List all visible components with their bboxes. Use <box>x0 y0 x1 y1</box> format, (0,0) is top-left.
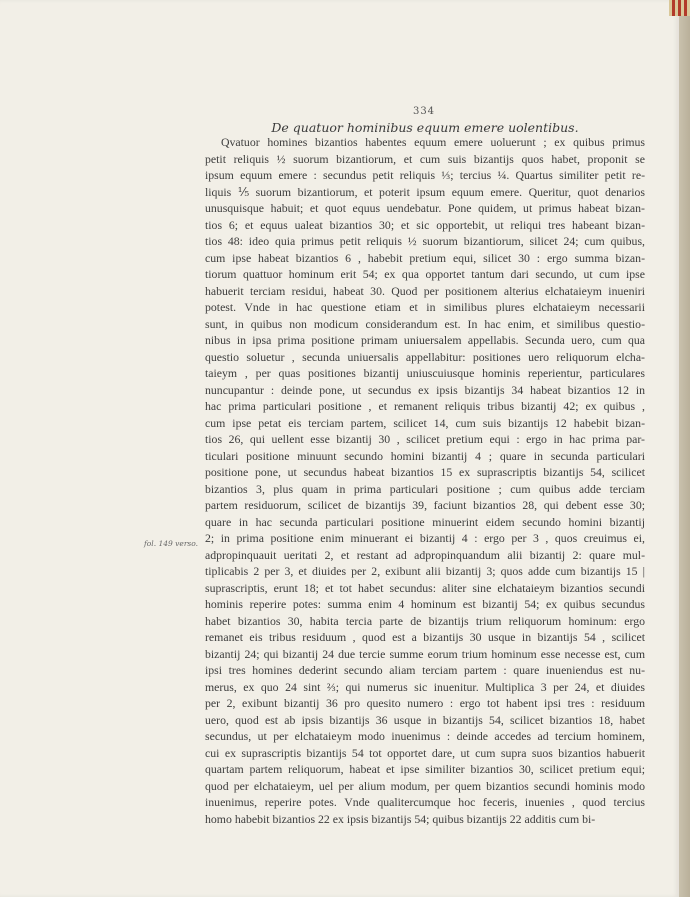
page-edge <box>679 0 690 897</box>
text-line: 2; in prima positione enim minuerant ei bizantij 4 : ergo per 3 , quos creuimus ei, <box>205 531 645 545</box>
text-line: nibus in ipsa prima positione primam uniuersalem appellabis. Secunda uero, cum qua <box>205 333 645 347</box>
text-line: merus, ex quo 24 sint ⅔; qui numerus sic inuenitur. Multiplica 3 per 24, et diuides <box>205 679 645 694</box>
margin-note: fol. 149 verso. <box>144 539 199 548</box>
text-line: ipsi tres homines dederint secundo aliam terciam partem : quare inueniendus est nu- <box>205 663 645 677</box>
text-line: petit reliquis ½ suorum bizantiorum, et cum suis bizantijs quos habet, proponit se <box>205 151 645 166</box>
body-text <box>205 134 645 827</box>
text-line: cum ipse habeat bizantios 6 , habebit pretium equi, silicet 30 : ergo summa bizan- <box>205 250 645 265</box>
page-number: 334 <box>412 106 436 117</box>
text-line: hac prima particulari positione , et remanent reliquis tribus bizantij 42; ex quibus , <box>205 399 645 413</box>
text-line: bizantij 24; qui bizantij 24 due tercie summe eorum trium hominum esse necesse est, cum <box>205 646 645 661</box>
text-line: taieym , per quas positiones bizantij uniuscuiusque hominis reperientur, particulares <box>205 366 645 380</box>
text-line: adpropinquauit ueritati 2, et restant ad adpropinquandum alii bizantij 2: quare mul- <box>205 547 645 562</box>
text-line: habuerit terciam residui, habeat 30. Quod per positionem alterius elchataieym inueniri <box>205 283 645 298</box>
section-heading: De quatuor hominibus equum emere uolentibus. <box>271 120 579 135</box>
text-line: unusquisque habuit; et quot equus uendebatur. Pone quidem, ut primus habeat bizan- <box>205 201 645 215</box>
text-line: partem residuorum, scilicet de bizantijs 39, faciunt bizantios 28, qui debent esse 30; <box>205 498 645 512</box>
text-line: secundus, ut per elchataieym modo inuenimus : deinde accedes ad tercium hominem, <box>205 729 645 743</box>
text-line: potest. Vnde in hac questione etiam et in similibus plures elchataieym necessarii <box>205 300 645 314</box>
text-line: ticulari positione minuunt secundo homini bizantij 4 ; quare in secunda particulari <box>205 448 645 463</box>
text-line: suprascriptis, erunt 18; et tot habet secundus: aliter sine elchataieym bizantios secundi <box>205 580 645 595</box>
text-line: quare in hac secunda particulari positione minuerint eidem secundo homini bizantij <box>205 514 645 529</box>
text-line: uero, quod est ab ipsis bizantijs 36 usque in bizantijs 54, scilicet bizantios 18, habet <box>205 712 645 727</box>
text-line: tiorum quattuor hominum erit 54; ex qua opportet tantum dari secundo, ut cum ipse <box>205 267 645 281</box>
text-line: inuenimus, reperire potes. Vnde qualitercumque hoc feceris, inuenies , quod tercius <box>205 795 645 809</box>
text-line: quod per elchataieym, uel per alium modum, per quem bizantios secundi hominis modo <box>205 778 645 793</box>
text-line: hominis reperire potes: summa enim 4 hominum est bizantij 54; ex quibus secundus <box>205 597 645 611</box>
text-line: cum ipse petat eis terciam partem, scilicet 14, cum suis bizantijs 12 habebit bizan- <box>205 415 645 430</box>
text-line: tios 48: ideo quia primus petit reliquis ½ suorum bizantiorum, silicet 24; cum quibus, <box>205 234 645 248</box>
text-line: questio soluetur , secunda uniuersalis appellabitur: positiones uero reliquorum elcha- <box>205 349 645 364</box>
text-line: positione pone, ut secundus habeat bizantios 15 ex suprascriptis bizantijs 54, scilicet <box>205 465 645 479</box>
text-line: homo habebit bizantios 22 ex ipsis bizantijs 54; quibus bizantijs 22 additis cum bi- <box>205 811 596 826</box>
text-line: nuncupantur : deinde pone, ut secundus ex ipsis bizantijs 34 habeat bizantios 12 in <box>205 382 645 397</box>
text-line: sunt, in quibus non modicum considerandum est. In hac enim, et similibus questio- <box>205 316 645 331</box>
text-line: bizantios 3, plus quam in prima particulari positione ; cum quibus adde terciam <box>205 481 645 496</box>
text-line: ipsum equum emere : secundus petit reliquis ⅓; tercius ¼. Quartus similiter petit re- <box>205 168 645 182</box>
text-line: per 2, exibunt bizantij 36 pro quesito numero : ergo tot habent ipsi tres : residuum <box>205 696 645 710</box>
color-ruler <box>669 0 690 16</box>
text-line: Qvatuor homines bizantios habentes equum emere uoluerunt ; ex quibus primus <box>221 135 645 149</box>
text-line: tios 26, qui uellent esse bizantij 30 , scilicet pretium equi : ergo in hac prima par- <box>205 432 645 446</box>
text-line: tios 6; et equus ualeat bizantios 30; et sic opportebit, ut reliqui tres habeant bizan- <box>205 217 645 232</box>
text-line: habet bizantios 30, habita tercia parte de bizantijs trium reliquorum hominum: ergo <box>205 613 645 628</box>
text-line: tiplicabis 2 per 3, et diuides per 2, exibunt alii bizantij 3; quos adde cum bizantijs 15 | <box>205 564 645 578</box>
text-line: quartam partem reliquorum, habeat et ipse similiter bizantios 30, scilicet pretium equi; <box>205 762 645 776</box>
text-line: liquis ⅕ suorum bizantiorum, et poterit ipsum equum emere. Queritur, quot denarios <box>205 184 645 199</box>
text-line: cui ex suprascriptis bizantijs 54 tot opportet dare, ut cum supra suos bizantios habuerit <box>205 745 645 760</box>
text-line: remanet eis tribus residuum , quod est a bizantijs 30 usque in bizantijs 54 , scilicet <box>205 630 645 644</box>
